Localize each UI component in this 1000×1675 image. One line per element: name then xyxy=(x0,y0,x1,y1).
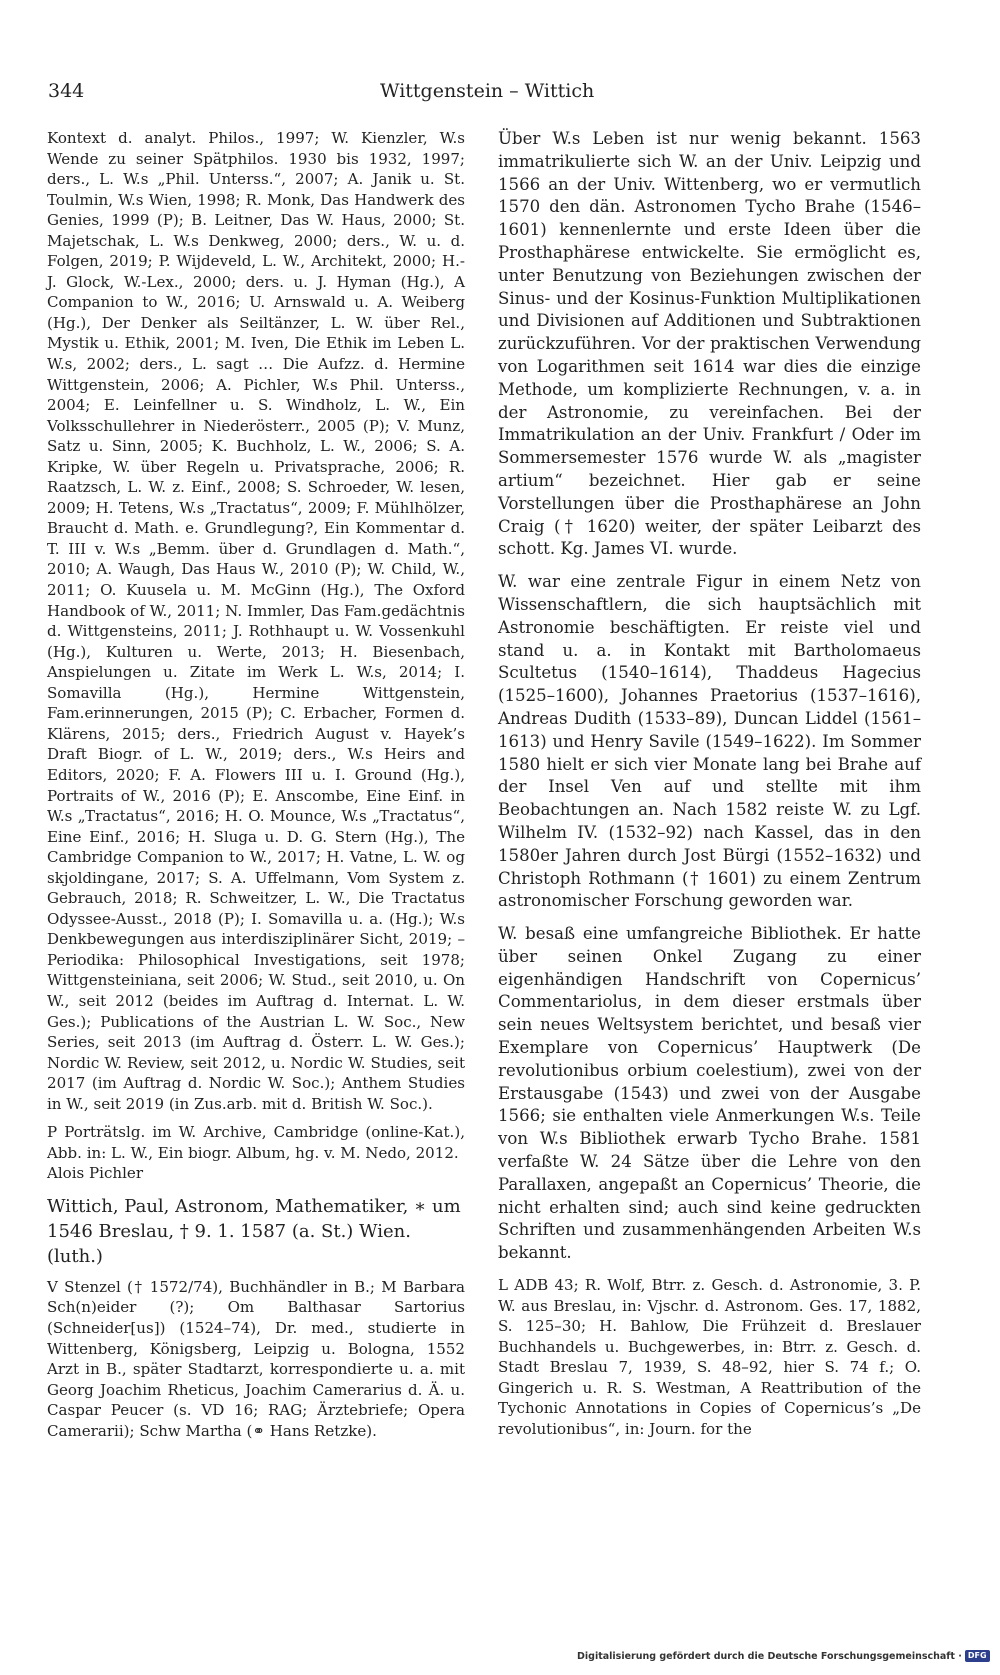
body-paragraph-3: W. besaß eine umfangreiche Bibliothek. Er hatte über seinen Onkel Zugang zu einer eigenhändigen Handschrift von Copernicus’ Commentariolus, in dem dieser erstmals über sein neues Weltsystem berichtet, und besaß vier Exemplare von Copernicus’ Hauptwerk (De revolutionibus orbium coelestium), zwei von der Erstausgabe (1543) und zwei von der Ausgabe 1566; sie enthalten viele Anmerkungen W.s. Teile von W.s Bibliothek erwarb Tycho Brahe. 1581 verfaßte W. 24 Sätze über die Lehre von den Parallaxen, angepaßt an Copernicus’ Theorie, die nicht erhalten sind; auch sind keine gedruckten Schriften und zusammenhängenden Arbeiten W.s bekannt. xyxy=(498,924,921,1263)
running-title: Wittgenstein – Wittich xyxy=(380,80,595,102)
entry-heading xyxy=(47,1194,465,1269)
page-number: 344 xyxy=(48,80,85,102)
bibliography-paragraph: Kontext d. analyt. Philos., 1997; W. Kienzler, W.s Wende zu seiner Spätphilos. 1930 bis 1932, 1997; ders., L. W.s „Phil. Unterss.“, 2007; A. Janik u. St. Toulmin, W.s Wien, 1998; R. Monk, Das Handwerk des Genies, 1999 (P); B. Leitner, Das W. Haus, 2000; St. Majetschak, L. W.s Denkweg, 2000; ders., W. u. d. Folgen, 2019; P. Wijdeveld, L. W., Architekt, 2000; H.-J. Glock, W.-Lex., 2000; ders. u. J. Hyman (Hg.), A Companion to W., 2016; U. Arnswald u. A. Weiberg (Hg.), Der Denker als Seiltänzer, L. W. über Rel., Mystik u. Ethik, 2001; M. Iven, Die Ethik im Leben L. W.s, 2002; ders., L. sagt … Die Aufzz. d. Hermine Wittgenstein, 2006; A. Pichler, W.s Phil. Unterss., 2004; E. Leinfellner u. S. Windholz, L. W., Ein Volksschullehrer in Niederösterr., 2005 (P); V. Munz, Satz u. Sinn, 2005; K. Buchholz, L. W., 2006; S. A. Kripke, W. über Regeln u. Privatsprache, 2006; R. Raatzsch, L. W. z. Einf., 2008; S. Schroeder, W. lesen, 2009; H. Tetens, W.s „Tractatus“, 2009; F. Mühlhölzer, Braucht d. Math. e. Grundlegung?, Ein Kommentar d. T. III v. W.s „Bemm. über d. Grundlagen d. Math.“, 2010; A. Waugh, Das Haus W., 2010 (P); W. Child, W., 2011; O. Kuusela u. M. McGinn (Hg.), The Oxford Handbook of W., 2011; N. Immler, Das Fam.gedächtnis d. Wittgensteins, 2011; J. Rothhaupt u. W. Vossenkuhl (Hg.), Kulturen u. Werte, 2013; H. Biesenbach, Anspielungen u. Zitate im Werk L. W.s, 2014; I. Somavilla (Hg.), Hermine Wittgenstein, Fam.erinnerungen, 2015 (P); C. Erbacher, Formen d. Klärens, 2015; ders., Friedrich August v. Hayek’s Draft Biogr. of L. W., 2019; ders., W.s Heirs and Editors, 2020; F. A. Flowers III u. I. Ground (Hg.), Portraits of W., 2016 (P); E. Anscombe, Eine Einf. in W.s „Tractatus“, 2016; H. O. Mounce, W.s „Tractatus“, Eine Einf., 2016; H. Sluga u. D. G. Stern (Hg.), The Cambridge Companion to W., 2017; H. Vatne, L. W. og skjoldingane, 2017; S. A. Uffelmann, Vom System z. Gebrauch, 2018; R. Schweitzer, L. W., Die Tractatus Odyssee-Ausst., 2018 (P); I. Somavilla u. a. (Hg.); W.s Denkbewegungen aus interdisziplinärer Sicht, 2019; – Periodika: Philosophical Investigations, seit 1978; Wittgensteiniana, seit 2006; W. Stud., seit 2010, u. On W., seit 2012 (beides im Auftrag d. Internat. L. W. Ges.); Publications of the Austrian L. W. Soc., New Series, seit 2013 (im Auftrag d. Österr. L. W. Ges.); Nordic W. Review, seit 2012, u. Nordic W. Studies, seit 2017 (im Auftrag d. Nordic W. Soc.); Anthem Studies in W., seit 2019 (in Zus.arb. mit d. British W. Soc.). xyxy=(47,129,465,1113)
article-author: Alois Pichler xyxy=(47,1164,144,1183)
entry-heading-rest: Paul, Astronom, Mathematiker, ∗ um 1546 Breslau, † 9. 1. 1587 (a. St.) Wien. (luth.) xyxy=(47,1195,461,1267)
footer-text: Digitalisierung gefördert durch die Deutsche Forschungsgemeinschaft · xyxy=(577,1650,962,1662)
genealogy-paragraph: V Stenzel († 1572/74), Buchhändler in B.; M Barbara Sch(n)eider (?); Om Balthasar Sartorius (Schneider[us]) (1524–74), Dr. med., studierte in Wittenberg, Königsberg, Leipzig u. Bologna, 1552 Arzt in B., später Stadtarzt, korrespondierte u. a. mit Georg Joachim Rheticus, Joachim Camerarius d. Ä. u. Caspar Peucer (s. VD 16; RAG; Ärztebriefe; Opera Camerarii); Schw Martha (⚭ Hans Retzke). xyxy=(47,1277,465,1440)
dfg-logo: DFG xyxy=(965,1650,990,1662)
body-paragraph-1: Über W.s Leben ist nur wenig bekannt. 1563 immatrikulierte sich W. an der Univ. Leipzig und 1566 an der Univ. Wittenberg, wo er vermutlich 1570 den dän. Astronomen Tycho Brahe (1546–1601) kennenlernte und erste Ideen über die Prosthaphärese entwickelte. Sie ermöglicht es, unter Benutzung von Beziehungen zwischen der Sinus- und der Kosinus-Funktion Multiplikationen und Divisionen auf Additionen und Subtraktionen zurückzuführen. Vor der praktischen Verwendung von Logarithmen seit 1614 war dies die einzige Methode, um komplizierte Rechnungen, v. a. in der Astronomie, zu vereinfachen. Bei der Immatrikulation an der Univ. Frankfurt / Oder im Sommersemester 1576 wurde W. als „magister artium“ bezeichnet. Hier gab er seine Vorstellungen über die Prosthaphärese an John Craig († 1620) weiter, der später Leibarzt des schott. Kg. James VI. wurde. xyxy=(498,129,921,559)
body-paragraph-2: W. war eine zentrale Figur in einem Netz von Wissenschaftlern, die sich hauptsächlich mit Astronomie beschäftigten. Er reiste viel und stand u. a. in Kontakt mit Bartholomaeus Scultetus (1540–1614), Thaddeus Hagecius (1525–1600), Johannes Praetorius (1537–1616), Andreas Dudith (1533–89), Duncan Liddel (1561–1613) und Henry Savile (1549–1622). Im Sommer 1580 hielt er sich vier Monate lang bei Brahe auf der Insel Ven auf und stellte mit ihm Beobachtungen an. Nach 1582 reiste W. zu Lgf. Wilhelm IV. (1532–92) nach Kassel, das in den 1580er Jahren durch Jost Bürgi (1552–1632) und Christoph Rothmann († 1601) zu einem Zentrum astronomischer Forschung geworden war. xyxy=(498,572,921,911)
literature-paragraph: L ADB 43; R. Wolf, Btrr. z. Gesch. d. Astronomie, 3. P. W. aus Breslau, in: Vjschr. d. Astronom. Ges. 17, 1882, S. 125–30; H. Bahlow, Die Frühzeit d. Breslauer Buchhandels u. Buchgewerbes, in: Btrr. z. Gesch. d. Stadt Breslau 7, 1939, S. 48–92, hier S. 74 f.; O. Gingerich u. R. S. Westman, A Reattribution of the Tychonic Annotations in Copies of Copernicus’s „De revolutionibus“, in: Journ. for the xyxy=(498,1276,921,1438)
entry-name: Wittich, xyxy=(47,1195,119,1217)
left-column xyxy=(47,128,465,1441)
portrait-note: P Porträtslg. im W. Archive, Cambridge (online-Kat.), Abb. in: L. W., Ein biogr. Album, hg. v. M. Nedo, 2012. xyxy=(47,1123,465,1162)
right-column xyxy=(498,128,921,1439)
footer-credit xyxy=(577,1650,990,1662)
